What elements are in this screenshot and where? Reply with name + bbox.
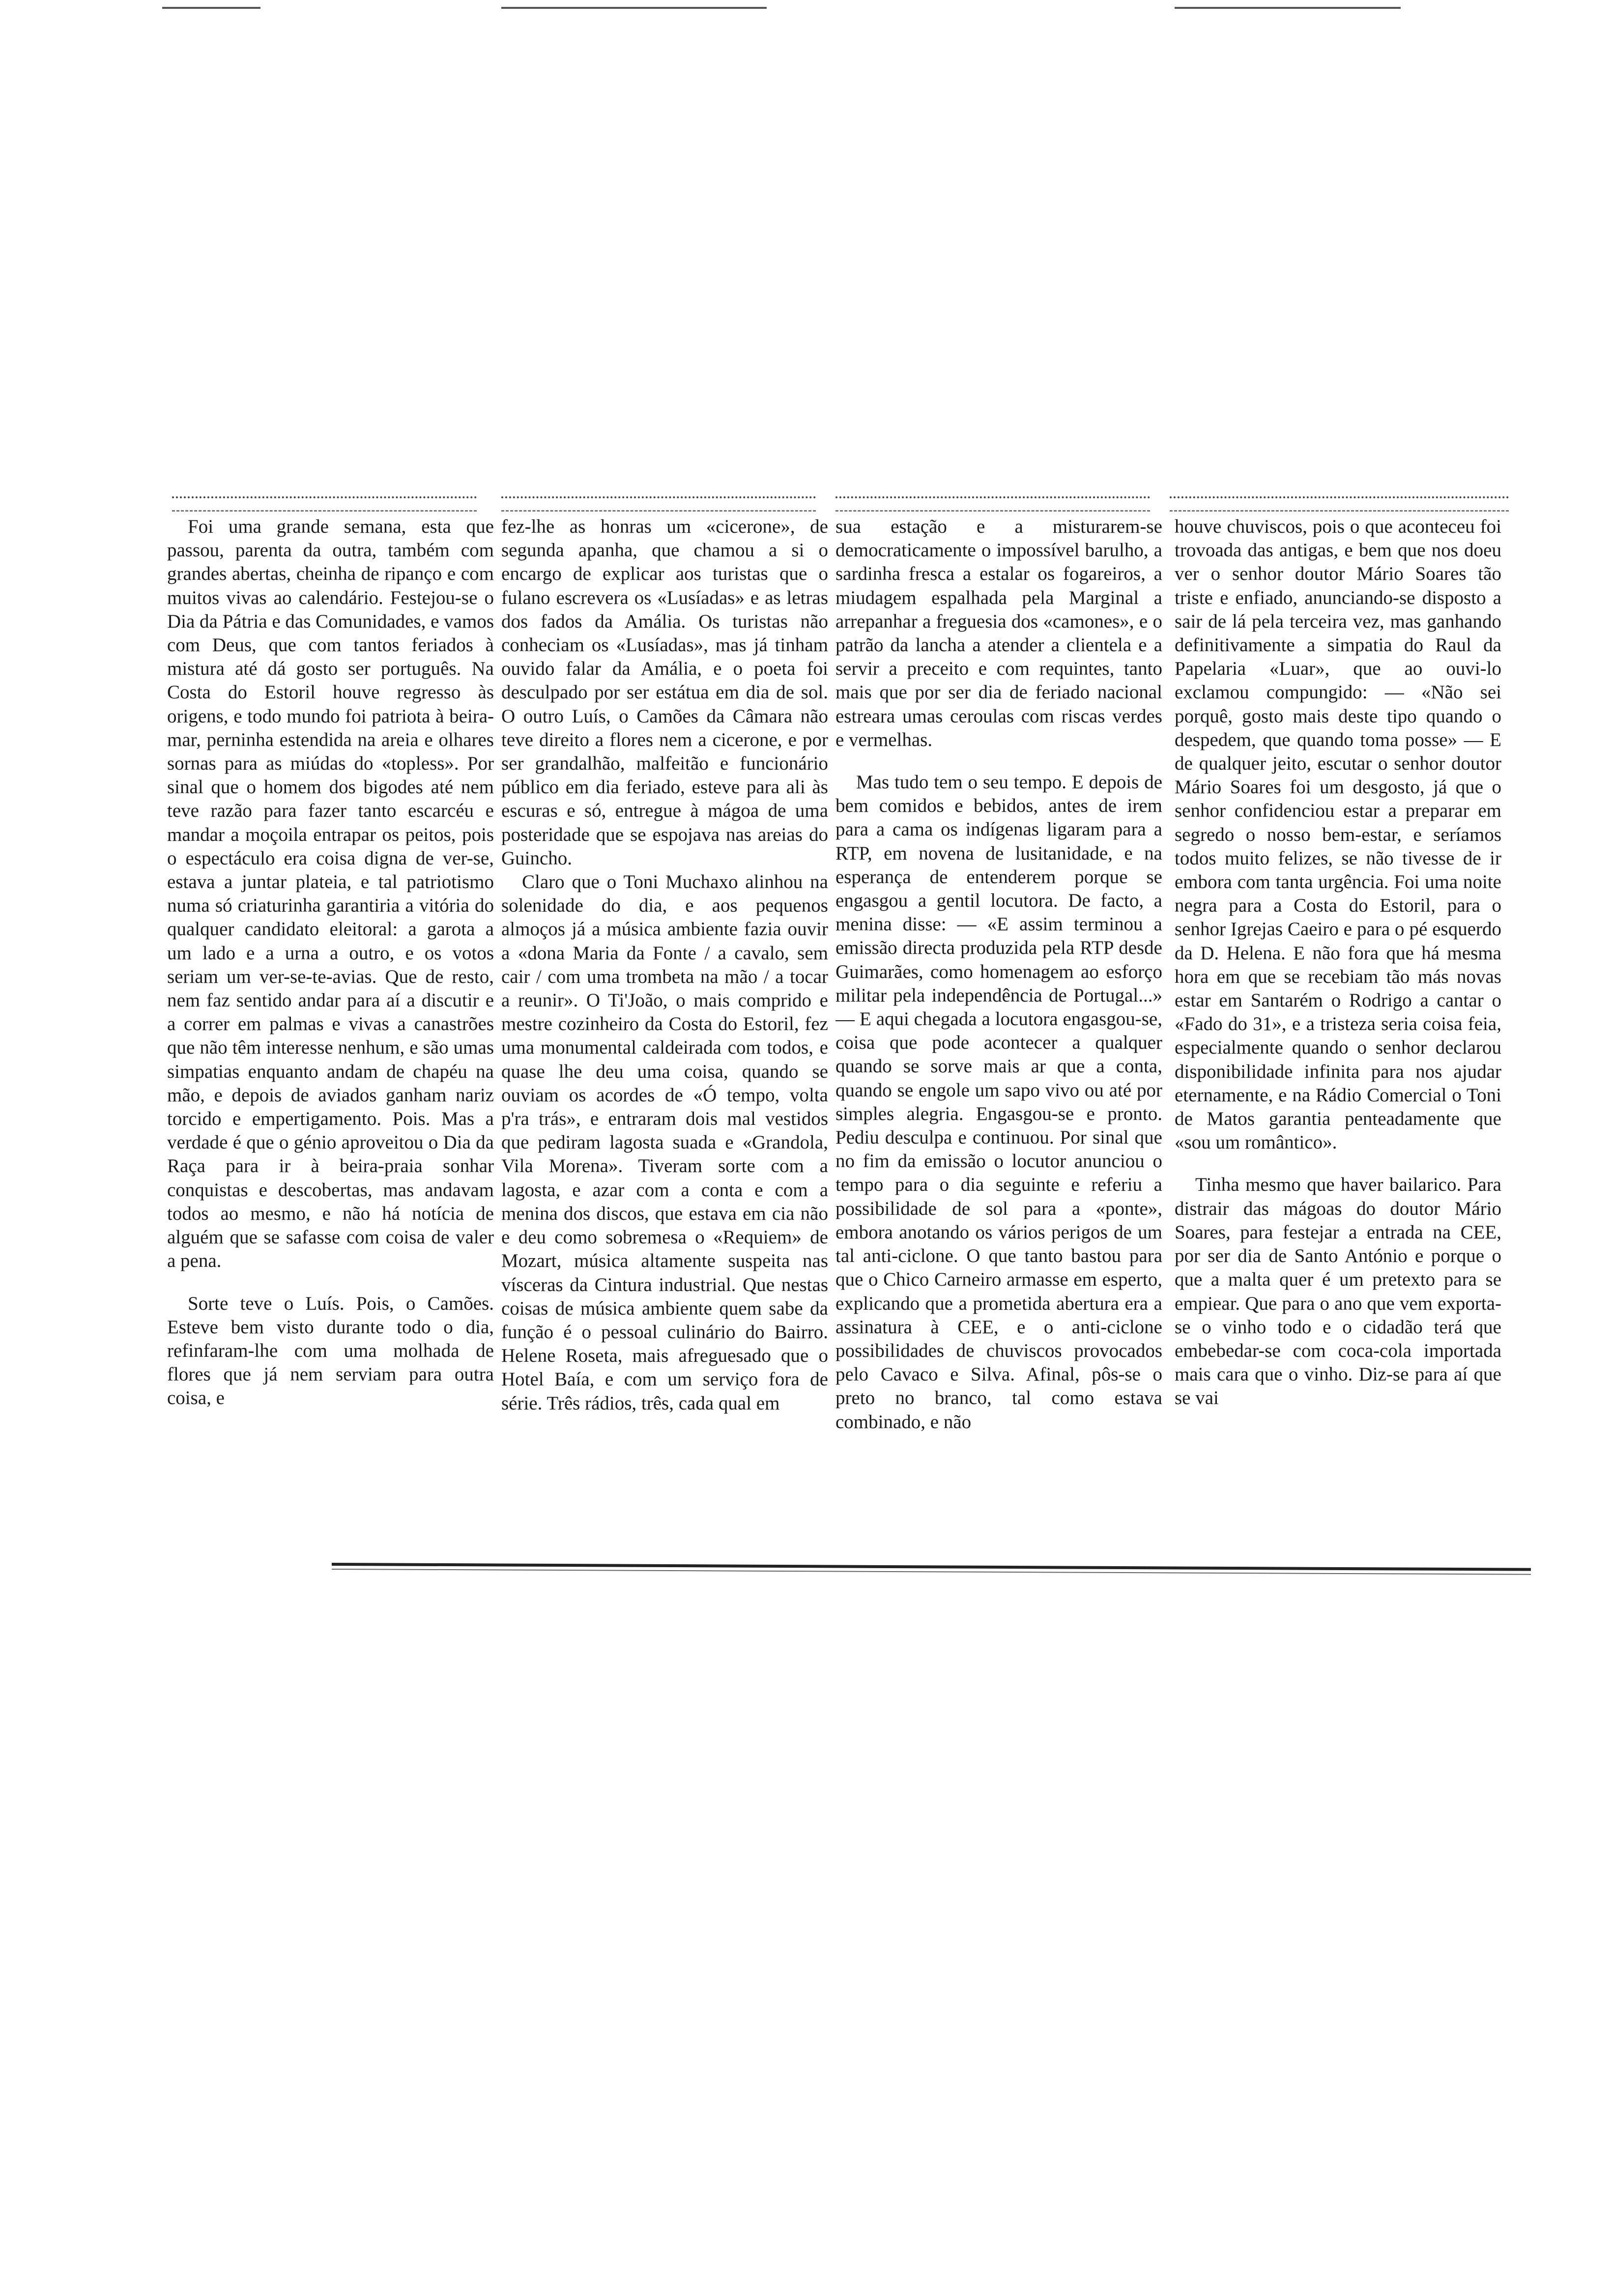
paragraph: Mas tudo tem o seu tempo. E depois de bem comidos e bebidos, antes de irem para a cama os indígenas ligaram para a RTP, em novena de lusitanidade, e na esperança de entenderem porque se engasgou a gentil locutora. De facto, a menina disse: — «E assim terminou a emissão directa produzida pela RTP desde Guimarães, como homenagem ao esforço militar pela independência de Portugal...» — E aqui chegada a locutora engasgou-se, coisa que pode acontecer a qualquer quando se sorve mais ar que a conta, quando se engole um sapo vivo ou até por simples alegria. Engasgou-se e pronto. Pediu desculpa e continuou. Por sinal que no fim da emissão o locutor anunciou o tempo para o dia seguinte e referiu a possibilidade de sol para a «ponte», embora anotando os vários perigos de um tal anti-ciclone. O que tanto bastou para que o Chico Carneiro armasse em esperto, explicando que a prometida abertura era a assinatura à CEE, e o anti-ciclone possibilidades de chuviscos provocados pelo Cavaco e Silva. Afinal, pôs-se o preto no branco, tal como estava combinado, e não: [835, 772, 1162, 1433]
paragraph: Claro que o Toni Muchaxo alinhou na solenidade do dia, e aos pequenos almoços já a música ambiente fazia ouvir a «dona Maria da Fonte / a cavalo, sem cair / com uma trombeta na mão / a tocar a reunir». O Ti'João, o mais comprido e mestre cozinheiro da Costa do Estoril, fez uma monumental caldeirada com todos, e quase lhe deu uma coisa, quando se ouviam os acordes de «Ó tempo, volta p'ra trás», e entraram dois mal vestidos que pediram lagosta suada e «Grandola, Vila Morena». Tiveram sorte com a lagosta, e azar com a conta e com a menina dos discos, que estava em cia não e deu como sobremesa o «Requiem» de Mozart, música altamente suspeita nas vísceras da Cintura industrial. Que nestas coisas de música ambiente quem sabe da função é o pessoal culinário do Bairro. Helene Roseta, mais afreguesado que o Hotel Baía, e com um serviço fora de série. Três rádios, três, cada qual em: [501, 871, 828, 1414]
newspaper-clipping: [162, 496, 1538, 1558]
text-column-4: [1175, 515, 1501, 1410]
paragraph: fez-lhe as honras um «cicerone», de segunda apanha, que chamou a si o encargo de explicar aos turistas que o fulano escrevera os «Lusíadas» e as letras dos fados da Amália. Os turistas não conheciam os «Lusíadas», mas já tinham ouvido falar da Amália, e o poeta foi desculpado por ser estátua em dia de sol. O outro Luís, o Camões da Câmara não teve direito a flores nem a cicerone, e por ser grandalhão, malfeitão e funcionário público em dia feriado, esteve para ali às escuras e só, entregue à mágoa de uma posteridade que se espojava nas areias do Guincho.: [501, 516, 828, 869]
top-rule-right: [1175, 7, 1401, 9]
torn-edge: [172, 496, 477, 512]
paragraph: houve chuviscos, pois o que aconteceu foi trovoada das antigas, e bem que nos doeu ver o senhor doutor Mário Soares tão triste e enfiado, anunciando-se disposto a sair de lá pela terceira vez, mas ganhando definitivamente a simpatia do Raul da Papelaria «Luar», que ao ouvi-lo exclamou compungido: — «Não sei porquê, gosto mais deste tipo quando o despedem, que quando toma posse» — E de qualquer jeito, escutar o senhor doutor Mário Soares foi um desgosto, já que o senhor confidenciou estar a preparar em segredo o nosso bem-estar, e seríamos todos muito felizes, se não tivesse de ir embora com tanta urgência. Foi uma noite negra para a Costa do Estoril, para o senhor Igrejas Caeiro e para o pé esquerdo da D. Helena. E não fora que há mesma hora em que se recebiam tão más novas estar em Santarém o Rodrigo a cantar o «Fado do 31», e a tristeza seria coisa feia, especialmente quando o senhor declarou disponibilidade infinita para nos ajudar eternamente, e na Rádio Comercial o Toni de Matos garantia penteadamente que «sou um romântico».: [1175, 516, 1501, 1153]
text-column-2: [501, 515, 828, 1415]
top-rule-center: [501, 7, 767, 9]
paragraph: sua estação e a misturarem-se democraticamente o impossível barulho, a sardinha fresca a estalar os fogareiros, a miudagem espalhada pela Marginal a arrepanhar a freguesia dos «camones», e o patrão da lancha a atender a clientela e a servir a preceito e com requintes, tanto mais que por ser dia de feriado nacional estreara umas ceroulas com riscas verdes e vermelhas.: [835, 516, 1162, 750]
torn-edge: [835, 496, 1150, 512]
paragraph: Foi uma grande semana, esta que passou, parenta da outra, também com grandes abertas, cheinha de ripanço e com muitos vivas ao calendário. Festejou-se o Dia da Pátria e das Comunidades, e vamos com Deus, que com tantos feriados à mistura até dá gosto ser português. Na Costa do Estoril houve regresso às origens, e todo mundo foi patriota à beira-mar, perninha estendida na areia e olhares sornas para as miúdas do «topless». Por sinal que o homem dos bigodes até nem teve razão para fazer tanto escarcéu e mandar a moçoila entrapar os peitos, pois o espectáculo era coisa digna de ver-se, estava a juntar plateia, e tal patriotismo numa só criaturinha garantiria a vitória do qualquer candidato eleitoral: a garota a um lado e a urna a outro, e os votos seriam um ver-se-te-avias. Que de resto, nem faz sentido andar para aí a discutir e a correr em palmas e vivas a canastrões que não têm interesse nenhum, e são umas simpatias enquanto andam de chapéu na mão, e depois de aviados ganham nariz torcido e empertigamento. Pois. Mas a verdade é que o génio aproveitou o Dia da Raça para ir à beira-praia sonhar conquistas e descobertas, mas andavam todos ao mesmo, e não há notícia de alguém que se safasse com coisa de valer a pena.: [167, 516, 494, 1272]
text-column-3: [835, 515, 1162, 1434]
paragraph: Sorte teve o Luís. Pois, o Camões. Esteve bem visto durante todo o dia, refinfaram-lhe com uma molhada de flores que já nem serviam para outra coisa, e: [167, 1292, 494, 1409]
text-column-1: [167, 515, 494, 1410]
top-rule-left: [162, 7, 260, 9]
torn-edge: [501, 496, 816, 512]
paragraph: Tinha mesmo que haver bailarico. Para distrair das mágoas do doutor Mário Soares, para festejar a entrada na CEE, por ser dia de Santo António e porque o que a malta quer é um pretexto para se empiear. Que para o ano que vem exporta-se o vinho todo e o cidadão terá que embebedar-se com coca-cola importada mais cara que o vinho. Diz-se para aí que se vai: [1175, 1174, 1501, 1409]
torn-edge: [1170, 496, 1509, 512]
